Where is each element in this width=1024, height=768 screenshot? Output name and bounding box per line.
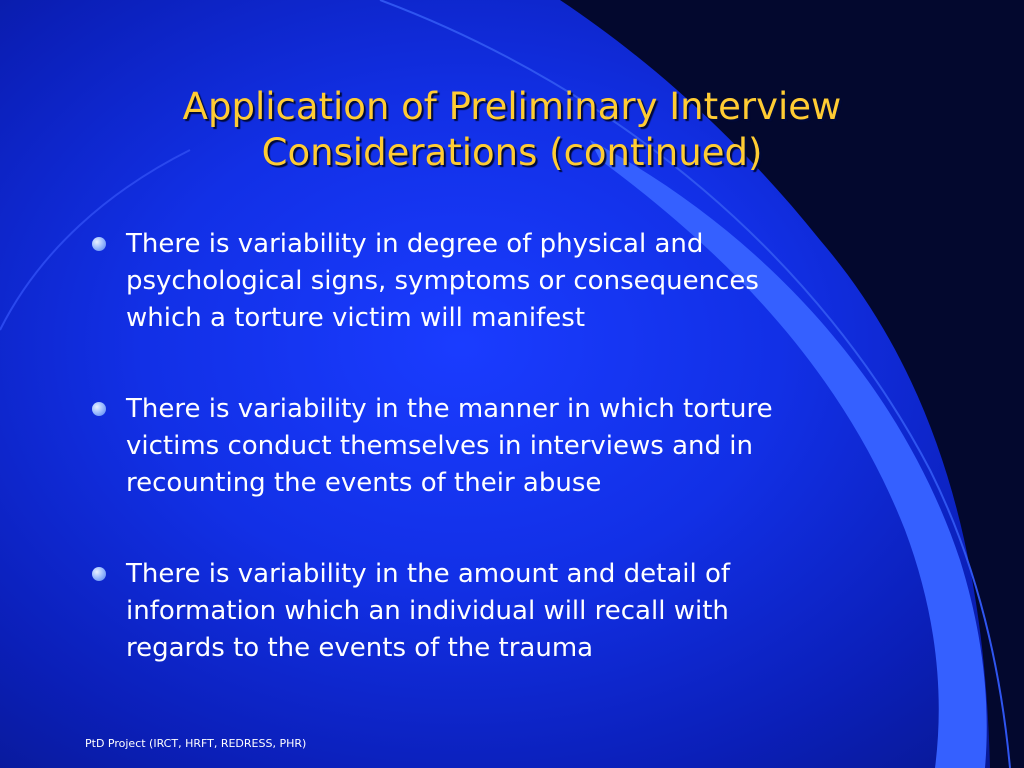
bullet-dot-icon bbox=[92, 237, 106, 251]
title-line-2: Considerations (continued) bbox=[261, 131, 763, 174]
bullet-item bbox=[88, 226, 948, 337]
bullet-dot-icon bbox=[92, 402, 106, 416]
bullet-item bbox=[88, 391, 948, 502]
bullet-line: which a torture victim will manifest bbox=[126, 303, 586, 333]
bullet-item bbox=[88, 556, 948, 667]
slide-title bbox=[80, 84, 944, 176]
bullet-line: There is variability in the manner in which torture bbox=[126, 394, 773, 424]
bullet-dot-icon bbox=[92, 567, 106, 581]
bullet-line: psychological signs, symptoms or consequences bbox=[126, 266, 759, 296]
bullet-line: regards to the events of the trauma bbox=[126, 633, 594, 663]
title-line-1: Application of Preliminary Interview bbox=[182, 85, 842, 128]
bullet-line: victims conduct themselves in interviews and in bbox=[126, 431, 753, 461]
bullet-line: recounting the events of their abuse bbox=[126, 468, 602, 498]
bullet-list bbox=[88, 226, 948, 721]
bullet-line: There is variability in the amount and detail of bbox=[126, 559, 731, 589]
slide-footer: PtD Project (IRCT, HRFT, REDRESS, PHR) bbox=[85, 737, 307, 750]
bullet-line: There is variability in degree of physical and bbox=[126, 229, 704, 259]
bullet-line: information which an individual will recall with bbox=[126, 596, 729, 626]
